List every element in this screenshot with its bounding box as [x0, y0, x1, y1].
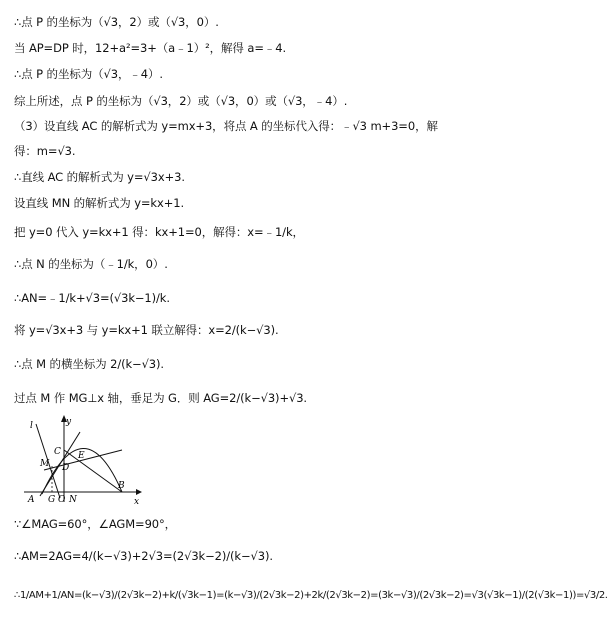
label-m: M — [40, 459, 50, 469]
label-x: x — [134, 497, 140, 507]
text-line-7: ∴直线 AC 的解析式为 y=√3x+3. — [14, 170, 185, 184]
label-c: C — [54, 447, 61, 457]
text-line-16: ∴AM=2AG=4/(k−√3)+2√3=(2√3k−2)/(k−√3). — [14, 549, 273, 563]
text-line-6: 得：m=√3. — [14, 144, 76, 158]
label-a: A — [28, 495, 35, 505]
text-line-4: 综上所述，点 P 的坐标为（√3，2）或（√3，0）或（√3，﹣4）. — [14, 94, 348, 108]
x-axis-arrow — [136, 489, 142, 495]
text-line-1: ∴点 P 的坐标为（√3，2）或（√3，0）. — [14, 15, 219, 29]
text-line-17: ∴1/AM+1/AN=(k−√3)/(2√3k−2)+k/(√3k−1)=(k−√3)/(2√3k−2)+2k/(2√3k−2)=(3k−√3)/(2√3k−2)=√3(√3k−1)/(2(√3k−1))=√3/2. — [14, 590, 608, 601]
label-n: N — [69, 495, 77, 505]
text-line-12: 将 y=√3x+3 与 y=kx+1 联立解得：x=2/(k−√3). — [14, 323, 279, 337]
label-l: l — [30, 421, 33, 431]
text-line-5: （3）设直线 AC 的解析式为 y=mx+3，将点 A 的坐标代入得：﹣√3 m+3=0，解 — [14, 119, 438, 133]
coordinate-figure — [22, 414, 142, 507]
text-line-15: ∵∠MAG=60°，∠AGM=90°， — [14, 517, 177, 531]
label-o: O — [58, 495, 66, 505]
text-line-9: 把 y=0 代入 y=kx+1 得：kx+1=0，解得：x=﹣1/k， — [14, 225, 304, 239]
label-e: E — [78, 451, 85, 461]
label-y: y — [66, 417, 72, 427]
text-line-14: 过点 M 作 MG⊥x 轴，垂足为 G．则 AG=2/(k−√3)+√3. — [14, 391, 307, 405]
label-d: D — [62, 463, 70, 473]
label-g: G — [48, 495, 56, 505]
text-line-8: 设直线 MN 的解析式为 y=kx+1. — [14, 196, 185, 210]
text-line-13: ∴点 M 的横坐标为 2/(k−√3). — [14, 357, 164, 371]
text-line-3: ∴点 P 的坐标为（√3，﹣4）. — [14, 67, 163, 81]
text-line-10: ∴点 N 的坐标为（﹣1/k，0）. — [14, 257, 168, 271]
label-b: B — [118, 481, 125, 491]
text-line-11: ∴AN=﹣1/k+√3=(√3k−1)/k. — [14, 291, 170, 305]
line-cb — [64, 450, 122, 492]
text-line-2: 当 AP=DP 时，12+a²=3+（a﹣1）²，解得 a=﹣4. — [14, 41, 287, 55]
